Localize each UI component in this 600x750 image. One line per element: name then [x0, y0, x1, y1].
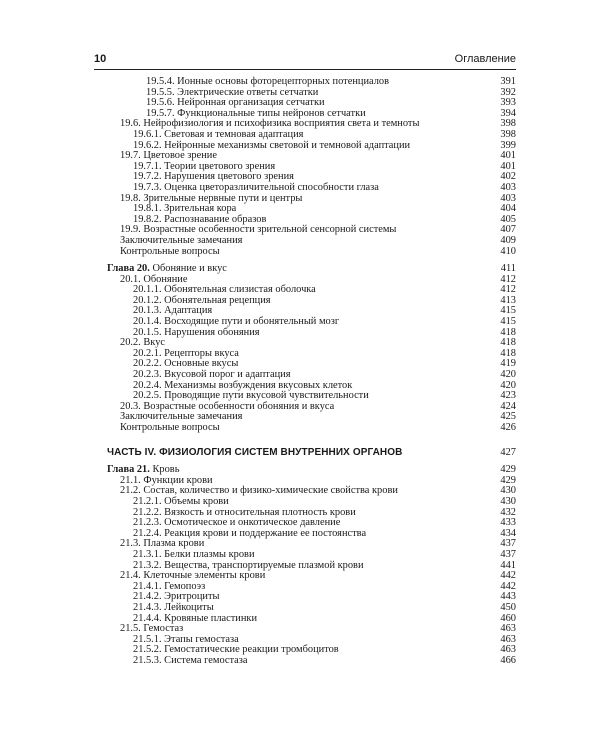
toc-entry-label: 19.7.2. Нарушения цветового зрения — [133, 171, 294, 183]
chapter-prefix: Глава 21. — [107, 464, 150, 476]
toc-entry-label: 21.4.3. Лейкоциты — [133, 601, 214, 613]
toc-page-number: 420 — [500, 369, 516, 381]
toc-page-number: 433 — [500, 517, 516, 529]
toc-entry-label: 21.2.4. Реакция крови и поддержание ее постоянства — [133, 527, 367, 539]
toc-entry-label: 21.4.1. Гемопоэз — [133, 580, 206, 592]
toc-page-number: 466 — [500, 654, 516, 666]
toc-entry[interactable] — [107, 130, 516, 141]
toc-entry-label: 19.6.1. Световая и темновая адаптация — [133, 128, 304, 140]
toc-page-number: 404 — [500, 203, 516, 215]
toc-entry-label: 20.1.5. Нарушения обоняния — [133, 326, 260, 338]
toc-entry-label: 20.1.4. Восходящие пути и обонятельный мозг — [133, 316, 340, 328]
toc-entry-label: 21.3. Плазма крови — [120, 538, 205, 550]
toc-page-number: 413 — [500, 294, 516, 306]
chapter-title: Кровь — [152, 464, 180, 476]
toc-entry-label: 19.8.1. Зрительная кора — [133, 203, 237, 215]
toc-page-number: 432 — [500, 506, 516, 518]
toc-section-21 — [107, 476, 516, 667]
toc-page-number: 403 — [500, 192, 516, 204]
toc-entry-label: 20.1.2. Обонятельная рецепция — [133, 294, 271, 306]
toc-page-number: 409 — [500, 234, 516, 246]
toc-entry[interactable] — [107, 247, 516, 258]
toc-page-number: 411 — [500, 263, 516, 275]
header-rule — [94, 69, 516, 70]
toc-page-number: 425 — [500, 411, 516, 423]
toc-section-20 — [107, 275, 516, 434]
toc-entry-label: 21.2.2. Вязкость и относительная плотность крови — [133, 506, 356, 518]
toc-page-number: 429 — [500, 474, 516, 486]
toc-page-number: 463 — [500, 623, 516, 635]
toc-page-number: 392 — [500, 86, 516, 98]
toc-page-number: 441 — [500, 559, 516, 571]
toc-page-number: 415 — [500, 316, 516, 328]
toc-entry-label: 19.6. Нейрофизиология и психофизика восприятия света и темноты — [120, 118, 420, 130]
toc-entry-label: 21.5. Гемостаз — [120, 623, 184, 635]
toc-page-number: 442 — [500, 580, 516, 592]
toc-page-number: 442 — [500, 570, 516, 582]
toc-entry-label: 19.6.2. Нейронные механизмы световой и темновой адаптации — [133, 139, 411, 151]
toc-page-number: 398 — [500, 118, 516, 130]
toc-part-4[interactable] — [107, 448, 516, 459]
toc-entry[interactable] — [107, 236, 516, 247]
toc-page-number: 430 — [500, 495, 516, 507]
part-title: ЧАСТЬ IV. ФИЗИОЛОГИЯ СИСТЕМ ВНУТРЕННИХ ОРГАНОВ — [107, 446, 403, 458]
toc-entry-label: 20.2.4. Механизмы возбуждения вкусовых клеток — [133, 379, 353, 391]
toc-entry-label: 20.2. Вкус — [120, 337, 166, 349]
toc-entry-label: 19.5.5. Электрические ответы сетчатки — [146, 86, 319, 98]
toc-entry-label: 21.5.1. Этапы гемостаза — [133, 633, 239, 645]
toc-entry-label: 20.2.5. Проводящие пути вкусовой чувствительности — [133, 390, 369, 402]
toc-page-number: 391 — [500, 76, 516, 87]
toc-entry-label: 21.5.3. Система гемостаза — [133, 654, 248, 666]
toc-entry-label: 20.2.1. Рецепторы вкуса — [133, 347, 239, 359]
toc-page-number: 412 — [500, 284, 516, 296]
toc-entry-label: 21.3.2. Вещества, транспортируемые плазмой крови — [133, 559, 364, 571]
toc-entry-label: 19.9. Возрастные особенности зрительной сенсорной системы — [120, 224, 397, 236]
running-title: Оглавление — [454, 53, 516, 65]
toc-entry-label: 19.8. Зрительные нервные пути и центры — [120, 192, 303, 204]
toc-page-number: 410 — [500, 245, 516, 257]
toc-page-number: 434 — [500, 527, 516, 539]
toc-entry[interactable] — [107, 183, 516, 194]
page-number: 10 — [94, 53, 107, 65]
toc-page-number: 419 — [500, 358, 516, 370]
toc-entry[interactable] — [107, 328, 516, 339]
page-header — [94, 53, 516, 69]
toc-page-number: 463 — [500, 644, 516, 656]
toc-page-number: 460 — [500, 612, 516, 624]
toc-entry[interactable] — [107, 423, 516, 434]
toc-page-number: 427 — [500, 446, 516, 458]
toc-entry[interactable] — [107, 603, 516, 614]
toc-page-number: 424 — [500, 400, 516, 412]
table-of-contents — [107, 77, 516, 666]
toc-entry-label: 19.7.3. Оценка цветоразличительной способности глаза — [133, 181, 379, 193]
toc-page-number: 450 — [500, 601, 516, 613]
toc-entry-label: Контрольные вопросы — [120, 245, 220, 257]
toc-entry-label: 20.3. Возрастные особенности обоняния и вкуса — [120, 400, 335, 412]
toc-page-number: 430 — [500, 485, 516, 497]
toc-entry-label: Заключительные замечания — [120, 234, 243, 246]
toc-page-number: 426 — [500, 422, 516, 433]
toc-page-number: 405 — [500, 213, 516, 225]
toc-page-number: 418 — [500, 337, 516, 349]
toc-entry-label: 21.5.2. Гемостатические реакции тромбоцитов — [133, 644, 339, 656]
toc-page-number: 420 — [500, 379, 516, 391]
toc-page-number: 437 — [500, 538, 516, 550]
toc-page-number: 418 — [500, 326, 516, 338]
toc-entry[interactable] — [107, 497, 516, 508]
toc-page-number: 418 — [500, 347, 516, 359]
toc-entry-label: 21.1. Функции крови — [120, 474, 213, 486]
toc-entry[interactable] — [107, 77, 516, 88]
toc-page-number: 393 — [500, 97, 516, 109]
toc-entry-label: Заключительные замечания — [120, 411, 243, 423]
toc-page-number: 407 — [500, 224, 516, 236]
toc-entry-label: 19.5.7. Функциональные типы нейронов сетчатки — [146, 107, 366, 119]
toc-page-number: 402 — [500, 171, 516, 183]
toc-entry-label: 19.7. Цветовое зрение — [120, 150, 217, 162]
toc-page-number: 412 — [500, 273, 516, 285]
chapter-prefix: Глава 20. — [107, 263, 150, 275]
toc-entry-label: 20.1.3. Адаптация — [133, 305, 213, 317]
toc-entry-label: 20.1.1. Обонятельная слизистая оболочка — [133, 284, 316, 296]
toc-page-number: 398 — [500, 128, 516, 140]
toc-entry-label: 21.4.2. Эритроциты — [133, 591, 220, 603]
toc-page-number: 401 — [500, 150, 516, 162]
toc-page-number: 429 — [500, 464, 516, 476]
toc-entry-label: 21.4. Клеточные элементы крови — [120, 570, 266, 582]
toc-entry-label: 21.3.1. Белки плазмы крови — [133, 548, 255, 560]
toc-entry-label: 21.2.3. Осмотическое и онкотическое давление — [133, 517, 341, 529]
toc-entry[interactable] — [107, 550, 516, 561]
toc-section-19 — [107, 77, 516, 257]
toc-page-number: 401 — [500, 160, 516, 172]
toc-entry-label: 19.5.4. Ионные основы фоторецепторных потенциалов — [146, 76, 389, 87]
toc-entry-label: 21.2.1. Объемы крови — [133, 495, 229, 507]
toc-entry-label: 21.4.4. Кровяные пластинки — [133, 612, 258, 624]
toc-page-number: 463 — [500, 633, 516, 645]
toc-entry-label: Контрольные вопросы — [120, 422, 220, 433]
toc-entry-label: 19.8.2. Распознавание образов — [133, 213, 267, 225]
toc-entry-label: 19.5.6. Нейронная организация сетчатки — [146, 97, 325, 109]
toc-entry-label: 19.7.1. Теории цветового зрения — [133, 160, 276, 172]
chapter-title: Обоняние и вкус — [152, 263, 227, 275]
toc-page-number: 437 — [500, 548, 516, 560]
toc-page-number: 415 — [500, 305, 516, 317]
toc-page-number: 403 — [500, 181, 516, 193]
toc-entry[interactable] — [107, 656, 516, 667]
toc-page-number: 443 — [500, 591, 516, 603]
toc-entry-label: 20.1. Обоняние — [120, 273, 188, 285]
toc-entry-label: 20.2.3. Вкусовой порог и адаптация — [133, 369, 291, 381]
toc-entry-label: 21.2. Состав, количество и физико-химические свойства крови — [120, 485, 398, 497]
toc-page-number: 394 — [500, 107, 516, 119]
toc-page-number: 399 — [500, 139, 516, 151]
toc-page-number: 423 — [500, 390, 516, 402]
toc-entry-label: 20.2.2. Основные вкусы — [133, 358, 239, 370]
